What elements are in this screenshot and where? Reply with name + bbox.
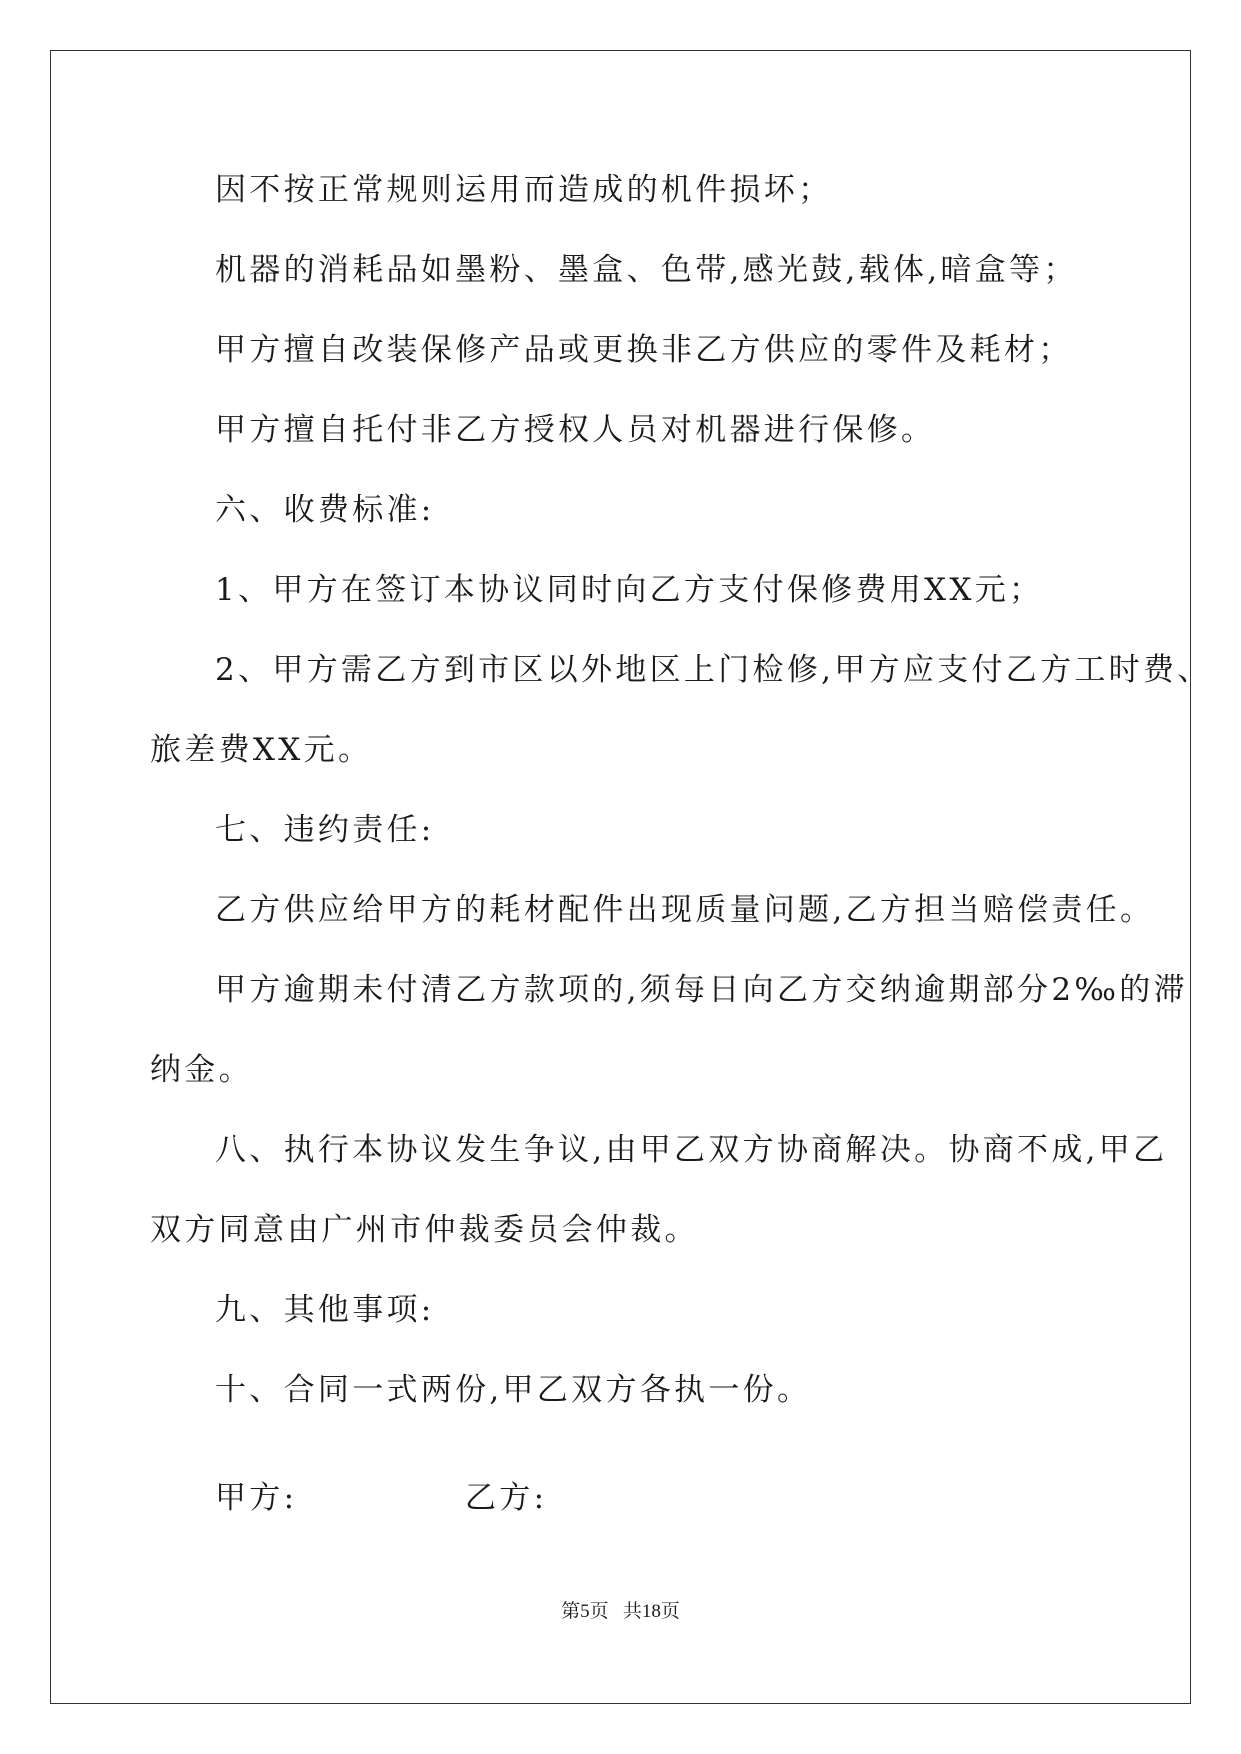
clause-line-2: 机器的消耗品如墨粉、墨盒、色带,感光鼓,载体,暗盒等； [215, 252, 1078, 288]
liability-item-2-continued: 纳金。 [150, 1052, 253, 1088]
liability-item-2: 甲方逾期未付清乙方款项的,须每日向乙方交纳逾期部分2‰的滞 [215, 972, 1188, 1008]
section-heading-other: 九、其他事项: [215, 1292, 435, 1328]
clause-line-3: 甲方擅自改装保修产品或更换非乙方供应的零件及耗材； [215, 332, 1073, 368]
section-heading-liability: 七、违约责任: [215, 812, 435, 848]
page-number-footer: 第5页 共18页 [561, 1601, 680, 1622]
fee-item-2-continued: 旅差费XX元。 [150, 732, 373, 768]
dispute-clause-continued: 双方同意由广州市仲裁委员会仲裁。 [150, 1212, 699, 1248]
liability-item-1: 乙方供应给甲方的耗材配件出现质量问题,乙方担当赔偿责任。 [215, 892, 1155, 928]
signature-party-a: 甲方: [215, 1480, 298, 1516]
page-border [50, 50, 1191, 1704]
dispute-clause: 八、执行本协议发生争议,由甲乙双方协商解决。协商不成,甲乙 [215, 1132, 1168, 1168]
clause-line-1: 因不按正常规则运用而造成的机件损坏； [215, 172, 833, 208]
fee-item-1: 1、甲方在签订本协议同时向乙方支付保修费用XX元； [215, 572, 1044, 608]
clause-line-4: 甲方擅自托付非乙方授权人员对机器进行保修。 [215, 412, 936, 448]
signature-party-b: 乙方: [465, 1480, 548, 1516]
fee-item-2: 2、甲方需乙方到市区以外地区上门检修,甲方应支付乙方工时费、 [215, 652, 1212, 688]
section-heading-fees: 六、收费标准: [215, 492, 435, 528]
copies-clause: 十、合同一式两份,甲乙双方各执一份。 [215, 1372, 812, 1408]
